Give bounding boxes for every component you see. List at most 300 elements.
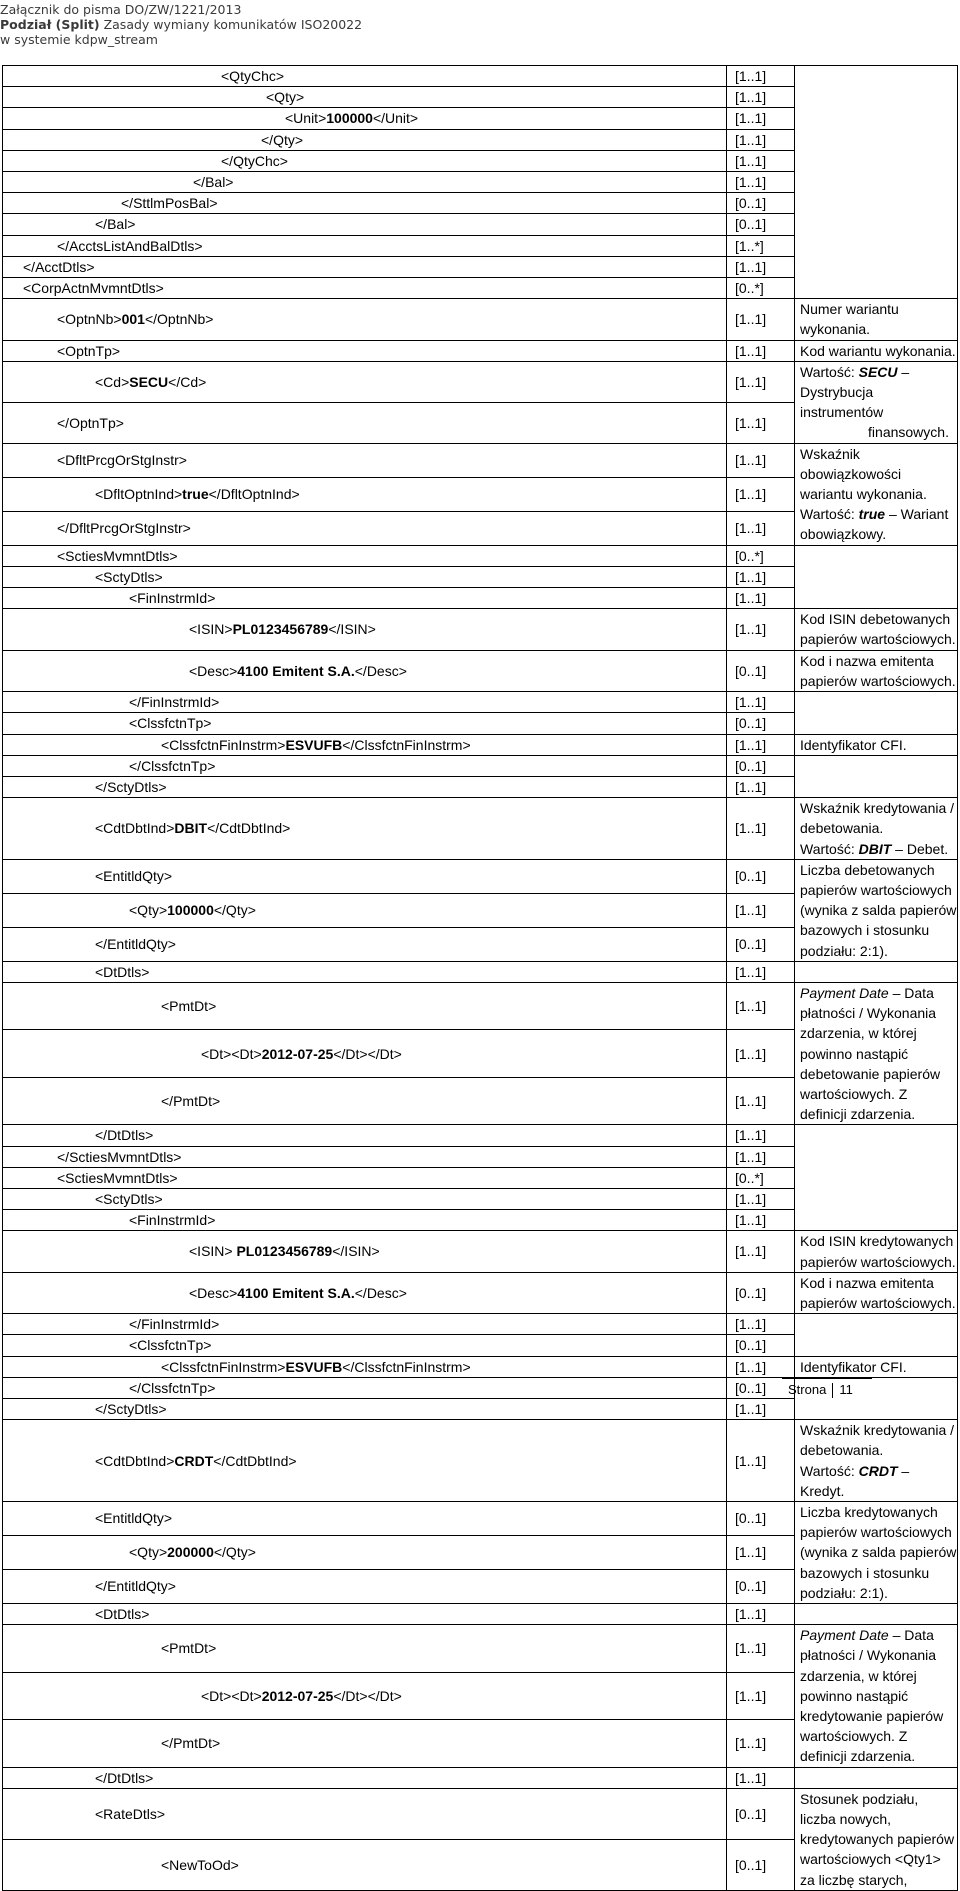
text-fragment: <CdtDbtInd> bbox=[95, 1452, 175, 1469]
xml-tag-cell bbox=[3, 1536, 727, 1570]
text-fragment: <SctiesMvmntDtls> bbox=[57, 547, 178, 564]
table-row bbox=[3, 1788, 958, 1839]
text-fragment: </ClssfctnFinInstrm> bbox=[342, 1358, 471, 1375]
xml-tag-cell bbox=[3, 193, 727, 214]
text-fragment: </AcctsListAndBalDtls> bbox=[57, 237, 203, 254]
xml-tag-cell bbox=[3, 566, 727, 587]
description-cell bbox=[795, 982, 958, 1124]
text-fragment: </PmtDt> bbox=[161, 1093, 221, 1110]
description-cell bbox=[795, 66, 958, 299]
description-cell bbox=[795, 1420, 958, 1502]
description-cell bbox=[795, 755, 958, 797]
multiplicity-cell: [0..1] bbox=[727, 214, 795, 235]
text-fragment: </ClssfctnTp> bbox=[129, 1379, 216, 1396]
text-fragment: </DfltPrcgOrStgInstr> bbox=[57, 520, 191, 537]
page-footer bbox=[788, 1382, 853, 1398]
table-row bbox=[3, 1502, 958, 1536]
text-fragment: </EntitldQty> bbox=[95, 936, 176, 953]
text-fragment: Liczba kredytowanych papierów wartościowych (wynika z salda papierów bazowych i stosunku podziału: 2:1). bbox=[800, 1504, 957, 1601]
text-fragment: </DtDtls> bbox=[95, 1127, 154, 1144]
multiplicity-cell: [1..1] bbox=[727, 961, 795, 982]
multiplicity-cell: [1..1] bbox=[727, 1314, 795, 1335]
text-fragment: </FinInstrmId> bbox=[129, 694, 220, 711]
text-fragment: <Qty> bbox=[266, 89, 305, 106]
value-text: 200000 bbox=[167, 1544, 214, 1561]
multiplicity-cell: [1..1] bbox=[727, 1030, 795, 1077]
description-cell bbox=[795, 1231, 958, 1272]
description-cell bbox=[795, 859, 958, 961]
multiplicity-cell: [1..1] bbox=[727, 1210, 795, 1231]
multiplicity-cell: [1..1] bbox=[727, 798, 795, 860]
description-cell bbox=[795, 340, 958, 361]
value-text: 4100 Emitent S.A. bbox=[237, 1284, 355, 1301]
multiplicity-cell: [0..1] bbox=[727, 650, 795, 691]
multiplicity-cell: [1..1] bbox=[727, 1399, 795, 1420]
xml-tag-cell bbox=[3, 87, 727, 108]
text-fragment: <Unit> bbox=[285, 110, 327, 127]
xml-tag-cell bbox=[3, 1788, 727, 1839]
text-fragment: <CdtDbtInd> bbox=[95, 820, 175, 837]
xml-tag-cell bbox=[3, 545, 727, 566]
text-fragment: </SctyDtls> bbox=[95, 1401, 167, 1417]
value-text: 2012-07-25 bbox=[261, 1045, 334, 1062]
xml-tag-cell bbox=[3, 256, 727, 277]
text-fragment: </DtDtls> bbox=[95, 1769, 154, 1786]
text-fragment: – Wariant obowiązkowy. bbox=[800, 506, 949, 543]
table-row bbox=[3, 66, 958, 87]
text-fragment: Payment Date bbox=[800, 1627, 889, 1644]
multiplicity-cell: [1..1] bbox=[727, 1231, 795, 1272]
value-text: CRDT bbox=[858, 1462, 898, 1479]
xml-tag-cell bbox=[3, 278, 727, 299]
multiplicity-cell: [1..1] bbox=[727, 1125, 795, 1146]
value-text: 100000 bbox=[167, 902, 214, 919]
multiplicity-cell: [1..1] bbox=[727, 1077, 795, 1124]
xml-tag-cell bbox=[3, 299, 727, 340]
xml-tag-cell bbox=[3, 798, 727, 860]
table-row bbox=[3, 609, 958, 650]
multiplicity-cell: [0..1] bbox=[727, 1839, 795, 1890]
xml-tag-cell bbox=[3, 1625, 727, 1672]
text-fragment: </Qty> bbox=[213, 1544, 256, 1561]
xml-tag-cell bbox=[3, 1672, 727, 1719]
text-fragment: <ClssfctnTp> bbox=[129, 1337, 212, 1354]
text-fragment: </CdtDbtInd> bbox=[213, 1452, 297, 1469]
multiplicity-cell: [1..1] bbox=[727, 299, 795, 340]
xml-tag-cell bbox=[3, 893, 727, 927]
text-fragment: <NewToOd> bbox=[161, 1856, 239, 1873]
text-fragment: </SctiesMvmntDtls> bbox=[57, 1148, 182, 1165]
xml-tag-cell bbox=[3, 235, 727, 256]
multiplicity-cell: [1..1] bbox=[727, 1420, 795, 1502]
text-fragment: </SctyDtls> bbox=[95, 778, 167, 795]
text-fragment: </FinInstrmId> bbox=[129, 1316, 220, 1333]
multiplicity-cell: [0..1] bbox=[727, 1377, 795, 1398]
multiplicity-cell: [1..1] bbox=[727, 776, 795, 797]
text-fragment: </Dt></Dt> bbox=[333, 1687, 402, 1704]
text-fragment: </SttlmPosBal> bbox=[121, 195, 218, 212]
text-fragment: </Desc> bbox=[354, 662, 407, 679]
text-fragment: </Bal> bbox=[95, 216, 136, 233]
xml-tag-cell bbox=[3, 734, 727, 755]
text-fragment: </Dt></Dt> bbox=[333, 1045, 402, 1062]
text-fragment: Liczba debetowanych papierów wartościowych (wynika z salda papierów bazowych i stosunku podziału: 2:1). bbox=[800, 861, 957, 959]
description-cell bbox=[795, 650, 958, 691]
value-text: 100000 bbox=[326, 110, 373, 127]
multiplicity-cell: [1..1] bbox=[727, 1146, 795, 1167]
value-text: SECU bbox=[858, 363, 898, 380]
multiplicity-cell: [1..1] bbox=[727, 982, 795, 1029]
text-fragment: Wartość: bbox=[800, 1462, 859, 1479]
xml-tag-cell bbox=[3, 1839, 727, 1890]
header-line-3: w systemie kdpw_stream bbox=[0, 32, 158, 47]
multiplicity-cell: [1..1] bbox=[727, 256, 795, 277]
xml-tag-cell bbox=[3, 961, 727, 982]
multiplicity-cell: [0..1] bbox=[727, 859, 795, 893]
table-row bbox=[3, 361, 958, 402]
text-fragment: Kod ISIN kredytowanych papierów wartościowych. bbox=[800, 1233, 956, 1270]
description-cell bbox=[795, 798, 958, 860]
table-row bbox=[3, 340, 958, 361]
multiplicity-cell: [1..*] bbox=[727, 235, 795, 256]
text-fragment: Kod i nazwa emitenta papierów wartościowych. bbox=[800, 652, 956, 689]
footer-page-label: Strona bbox=[788, 1382, 827, 1397]
table-row bbox=[3, 859, 958, 893]
multiplicity-cell: [0..1] bbox=[727, 713, 795, 734]
xml-tag-cell bbox=[3, 511, 727, 545]
multiplicity-cell: [1..1] bbox=[727, 66, 795, 87]
xml-tag-cell bbox=[3, 402, 727, 443]
text-fragment: Stosunek podziału, liczba nowych, kredytowanych papierów wartościowych <Qty1> za liczbę starych, bbox=[800, 1790, 955, 1888]
text-fragment: </Qty> bbox=[261, 131, 304, 148]
text-fragment: </Bal> bbox=[193, 174, 234, 191]
description-cell bbox=[795, 1625, 958, 1767]
multiplicity-cell: [1..1] bbox=[727, 609, 795, 650]
description-cell bbox=[795, 361, 958, 443]
table-row bbox=[3, 755, 958, 776]
table-row bbox=[3, 1604, 958, 1625]
text-fragment: Wartość: bbox=[800, 840, 859, 857]
text-fragment: <DfltPrcgOrStgInstr> bbox=[57, 452, 187, 469]
table-row bbox=[3, 961, 958, 982]
xml-tag-cell bbox=[3, 1146, 727, 1167]
text-fragment: – Dystrybucja instrumentów bbox=[800, 363, 910, 421]
table-row bbox=[3, 299, 958, 340]
text-fragment: </Qty> bbox=[213, 902, 256, 919]
xml-tag-cell bbox=[3, 1314, 727, 1335]
value-text: PL0123456789 bbox=[236, 1243, 333, 1260]
xml-tag-cell bbox=[3, 340, 727, 361]
multiplicity-cell: [1..1] bbox=[727, 1767, 795, 1788]
multiplicity-cell: [1..1] bbox=[727, 734, 795, 755]
description-cell bbox=[795, 443, 958, 545]
text-fragment: </CdtDbtInd> bbox=[207, 820, 291, 837]
text-fragment: <EntitldQty> bbox=[95, 868, 173, 885]
text-fragment: Wartość: bbox=[800, 506, 859, 523]
text-fragment: </Cd> bbox=[168, 373, 207, 390]
text-fragment: </QtyChc> bbox=[221, 152, 288, 169]
text-fragment: finansowych. bbox=[868, 424, 949, 441]
xml-structure-table bbox=[2, 65, 958, 1891]
description-cell bbox=[795, 1767, 958, 1788]
multiplicity-cell: [1..1] bbox=[727, 477, 795, 511]
description-cell bbox=[795, 1125, 958, 1231]
text-fragment: <Desc> bbox=[189, 1284, 238, 1301]
text-fragment: </ClssfctnFinInstrm> bbox=[342, 736, 471, 753]
text-fragment: <EntitldQty> bbox=[95, 1510, 173, 1527]
table-row bbox=[3, 1767, 958, 1788]
description-cell bbox=[795, 609, 958, 650]
multiplicity-cell: [0..1] bbox=[727, 193, 795, 214]
text-fragment: <FinInstrmId> bbox=[129, 590, 216, 607]
text-fragment: <Cd> bbox=[95, 373, 130, 390]
multiplicity-cell: [1..1] bbox=[727, 511, 795, 545]
text-fragment: Kod ISIN debetowanych papierów wartościowych. bbox=[800, 611, 956, 648]
text-fragment: Numer wariantu wykonania. bbox=[800, 301, 899, 338]
text-fragment: <DfltOptnInd> bbox=[95, 486, 183, 503]
text-fragment: – Debet. bbox=[891, 840, 949, 857]
text-fragment: Identyfikator CFI. bbox=[800, 736, 907, 753]
text-fragment: </DfltOptnInd> bbox=[208, 486, 300, 503]
xml-tag-cell bbox=[3, 172, 727, 193]
value-text: ESVUFB bbox=[285, 1358, 343, 1375]
text-fragment: <ClssfctnFinInstrm> bbox=[161, 1358, 286, 1375]
multiplicity-cell: [1..1] bbox=[727, 129, 795, 150]
table-row bbox=[3, 1125, 958, 1146]
xml-tag-cell bbox=[3, 776, 727, 797]
description-cell bbox=[795, 1788, 958, 1890]
multiplicity-cell: [1..1] bbox=[727, 1672, 795, 1719]
footer-separator bbox=[832, 1383, 833, 1398]
table-row bbox=[3, 1356, 958, 1377]
value-text: 2012-07-25 bbox=[261, 1687, 334, 1704]
text-fragment: </ClssfctnTp> bbox=[129, 757, 216, 774]
description-cell bbox=[795, 1356, 958, 1377]
text-fragment: </ISIN> bbox=[332, 1243, 380, 1260]
table-row bbox=[3, 1314, 958, 1335]
xml-tag-cell bbox=[3, 1420, 727, 1502]
header-line-2 bbox=[0, 17, 600, 32]
text-fragment: <Qty> bbox=[129, 1544, 168, 1561]
table-row bbox=[3, 734, 958, 755]
text-fragment: <RateDtls> bbox=[95, 1805, 166, 1822]
text-fragment: – Data płatności / Wykonania zdarzenia, w której powinno nastąpić kredytowanie papierów wartościowych. Z definicji zdarzenia. bbox=[800, 1627, 944, 1765]
xml-tag-cell bbox=[3, 1272, 727, 1313]
text-fragment: <SctiesMvmntDtls> bbox=[57, 1169, 178, 1186]
multiplicity-cell: [0..*] bbox=[727, 1167, 795, 1188]
text-fragment: <Qty> bbox=[129, 902, 168, 919]
multiplicity-cell: [1..1] bbox=[727, 566, 795, 587]
multiplicity-cell: [0..*] bbox=[727, 278, 795, 299]
multiplicity-cell: [1..1] bbox=[727, 1536, 795, 1570]
xml-tag-cell bbox=[3, 477, 727, 511]
multiplicity-cell: [1..1] bbox=[727, 172, 795, 193]
text-fragment: Kod i nazwa emitenta papierów wartościowych. bbox=[800, 1274, 956, 1311]
description-cell bbox=[795, 961, 958, 982]
text-fragment: Wskaźnik kredytowania / debetowania. bbox=[800, 1422, 955, 1459]
table-row bbox=[3, 545, 958, 566]
xml-tag-cell bbox=[3, 150, 727, 171]
text-fragment: </OptnNb> bbox=[144, 311, 214, 328]
text-fragment: <DtDtls> bbox=[95, 1606, 150, 1623]
text-fragment: </ISIN> bbox=[328, 621, 376, 638]
text-fragment: <Dt><Dt> bbox=[201, 1045, 262, 1062]
text-fragment: <CorpActnMvmntDtls> bbox=[23, 280, 164, 297]
description-cell bbox=[795, 1272, 958, 1313]
text-fragment: </EntitldQty> bbox=[95, 1578, 176, 1595]
value-text: DBIT bbox=[858, 840, 892, 857]
multiplicity-cell: [1..1] bbox=[727, 108, 795, 129]
xml-tag-cell bbox=[3, 1188, 727, 1209]
multiplicity-cell: [1..1] bbox=[727, 1604, 795, 1625]
xml-tag-cell bbox=[3, 1077, 727, 1124]
xml-tag-cell bbox=[3, 1125, 727, 1146]
xml-tag-cell bbox=[3, 1399, 727, 1420]
table-row bbox=[3, 650, 958, 691]
xml-tag-cell bbox=[3, 650, 727, 691]
multiplicity-cell: [0..1] bbox=[727, 1502, 795, 1536]
xml-tag-cell bbox=[3, 713, 727, 734]
table-row bbox=[3, 798, 958, 860]
text-fragment: <ClssfctnFinInstrm> bbox=[161, 736, 286, 753]
text-fragment: <DtDtls> bbox=[95, 963, 150, 980]
description-cell bbox=[795, 1604, 958, 1625]
xml-tag-cell bbox=[3, 1720, 727, 1767]
value-text: true bbox=[182, 486, 209, 503]
multiplicity-cell: [1..1] bbox=[727, 402, 795, 443]
multiplicity-cell: [1..1] bbox=[727, 361, 795, 402]
text-fragment: <QtyChc> bbox=[221, 68, 285, 84]
xml-tag-cell bbox=[3, 1231, 727, 1272]
description-cell bbox=[795, 1502, 958, 1604]
xml-tag-cell bbox=[3, 108, 727, 129]
multiplicity-cell: [1..1] bbox=[727, 340, 795, 361]
text-fragment: Wskaźnik kredytowania / debetowania. bbox=[800, 800, 955, 837]
multiplicity-cell: [0..1] bbox=[727, 927, 795, 961]
xml-tag-cell bbox=[3, 1377, 727, 1398]
text-fragment: Wskaźnik obowiązkowości wariantu wykonania. bbox=[800, 445, 927, 503]
value-text: PL0123456789 bbox=[232, 621, 329, 638]
xml-tag-cell bbox=[3, 1167, 727, 1188]
multiplicity-cell: [1..1] bbox=[727, 588, 795, 609]
description-cell bbox=[795, 299, 958, 340]
text-fragment: </OptnTp> bbox=[57, 414, 124, 431]
xml-tag-cell bbox=[3, 588, 727, 609]
multiplicity-cell: [0..1] bbox=[727, 1788, 795, 1839]
text-fragment: <PmtDt> bbox=[161, 1640, 217, 1657]
xml-tag-cell bbox=[3, 361, 727, 402]
table-body bbox=[3, 66, 958, 1891]
text-fragment: <Desc> bbox=[189, 662, 238, 679]
xml-tag-cell bbox=[3, 755, 727, 776]
xml-tag-cell bbox=[3, 214, 727, 235]
xml-tag-cell bbox=[3, 1502, 727, 1536]
header-line-2-bold: Podział (Split) bbox=[0, 17, 100, 32]
footer-page-number: 11 bbox=[839, 1382, 853, 1397]
xml-tag-cell bbox=[3, 1767, 727, 1788]
multiplicity-cell: [1..1] bbox=[727, 1625, 795, 1672]
header-line-2-rest: Zasady wymiany komunikatów ISO20022 bbox=[99, 17, 363, 32]
value-text: true bbox=[858, 506, 886, 523]
table-row bbox=[3, 1272, 958, 1313]
xml-tag-cell bbox=[3, 982, 727, 1029]
xml-tag-cell bbox=[3, 927, 727, 961]
text-fragment: </AcctDtls> bbox=[23, 258, 95, 275]
text-fragment: <PmtDt> bbox=[161, 998, 217, 1015]
xml-tag-cell bbox=[3, 1030, 727, 1077]
xml-tag-cell bbox=[3, 1210, 727, 1231]
header-line-1: Załącznik do pisma DO/ZW/1221/2013 bbox=[0, 2, 242, 17]
text-fragment: <SctyDtls> bbox=[95, 568, 163, 585]
multiplicity-cell: [1..1] bbox=[727, 87, 795, 108]
value-text: ESVUFB bbox=[285, 736, 343, 753]
text-fragment: Identyfikator CFI. bbox=[800, 1358, 907, 1375]
multiplicity-cell: [0..1] bbox=[727, 1272, 795, 1313]
table-row bbox=[3, 443, 958, 477]
xml-tag-cell bbox=[3, 1604, 727, 1625]
text-fragment: <SctyDtls> bbox=[95, 1190, 163, 1207]
multiplicity-cell: [1..1] bbox=[727, 443, 795, 477]
text-fragment: Wartość: bbox=[800, 363, 859, 380]
text-fragment: </PmtDt> bbox=[161, 1735, 221, 1752]
multiplicity-cell: [1..1] bbox=[727, 692, 795, 713]
text-fragment: Payment Date bbox=[800, 984, 889, 1001]
value-text: DBIT bbox=[174, 820, 208, 837]
text-fragment: <OptnNb> bbox=[57, 311, 122, 328]
table-row bbox=[3, 1420, 958, 1502]
table-row bbox=[3, 1231, 958, 1272]
xml-tag-cell bbox=[3, 66, 727, 87]
multiplicity-cell: [1..1] bbox=[727, 1188, 795, 1209]
text-fragment: Kod wariantu wykonania. bbox=[800, 342, 956, 359]
text-fragment: <ISIN> bbox=[189, 621, 233, 638]
table-row bbox=[3, 982, 958, 1029]
text-fragment: <ISIN> bbox=[189, 1243, 237, 1260]
multiplicity-cell: [0..1] bbox=[727, 1570, 795, 1604]
description-cell bbox=[795, 545, 958, 609]
xml-tag-cell bbox=[3, 1335, 727, 1356]
text-fragment: <FinInstrmId> bbox=[129, 1212, 216, 1229]
table-row bbox=[3, 692, 958, 713]
description-cell bbox=[795, 734, 958, 755]
multiplicity-cell: [1..1] bbox=[727, 893, 795, 927]
table-row bbox=[3, 1625, 958, 1672]
value-text: CRDT bbox=[174, 1452, 214, 1469]
multiplicity-cell: [1..1] bbox=[727, 1720, 795, 1767]
text-fragment: <ClssfctnTp> bbox=[129, 715, 212, 732]
multiplicity-cell: [0..1] bbox=[727, 755, 795, 776]
document-header bbox=[0, 2, 600, 47]
xml-tag-cell bbox=[3, 859, 727, 893]
footer-rule bbox=[782, 1378, 872, 1379]
xml-tag-cell bbox=[3, 692, 727, 713]
text-fragment: – Kredyt. bbox=[800, 1462, 910, 1499]
xml-tag-cell bbox=[3, 1356, 727, 1377]
multiplicity-cell: [0..1] bbox=[727, 1335, 795, 1356]
description-cell bbox=[795, 692, 958, 734]
xml-tag-cell bbox=[3, 129, 727, 150]
multiplicity-cell: [1..1] bbox=[727, 150, 795, 171]
description-cell bbox=[795, 1314, 958, 1356]
xml-tag-cell bbox=[3, 1570, 727, 1604]
xml-tag-cell bbox=[3, 609, 727, 650]
text-fragment: <OptnTp> bbox=[57, 342, 121, 359]
text-fragment: </Unit> bbox=[372, 110, 419, 127]
text-fragment: </Desc> bbox=[354, 1284, 407, 1301]
text-fragment: – Data płatności / Wykonania zdarzenia, w której powinno nastąpić debetowanie papierów wartościowych. Z definicji zdarzenia. bbox=[800, 984, 941, 1123]
value-text: 001 bbox=[121, 311, 145, 328]
value-text: 4100 Emitent S.A. bbox=[237, 662, 355, 679]
